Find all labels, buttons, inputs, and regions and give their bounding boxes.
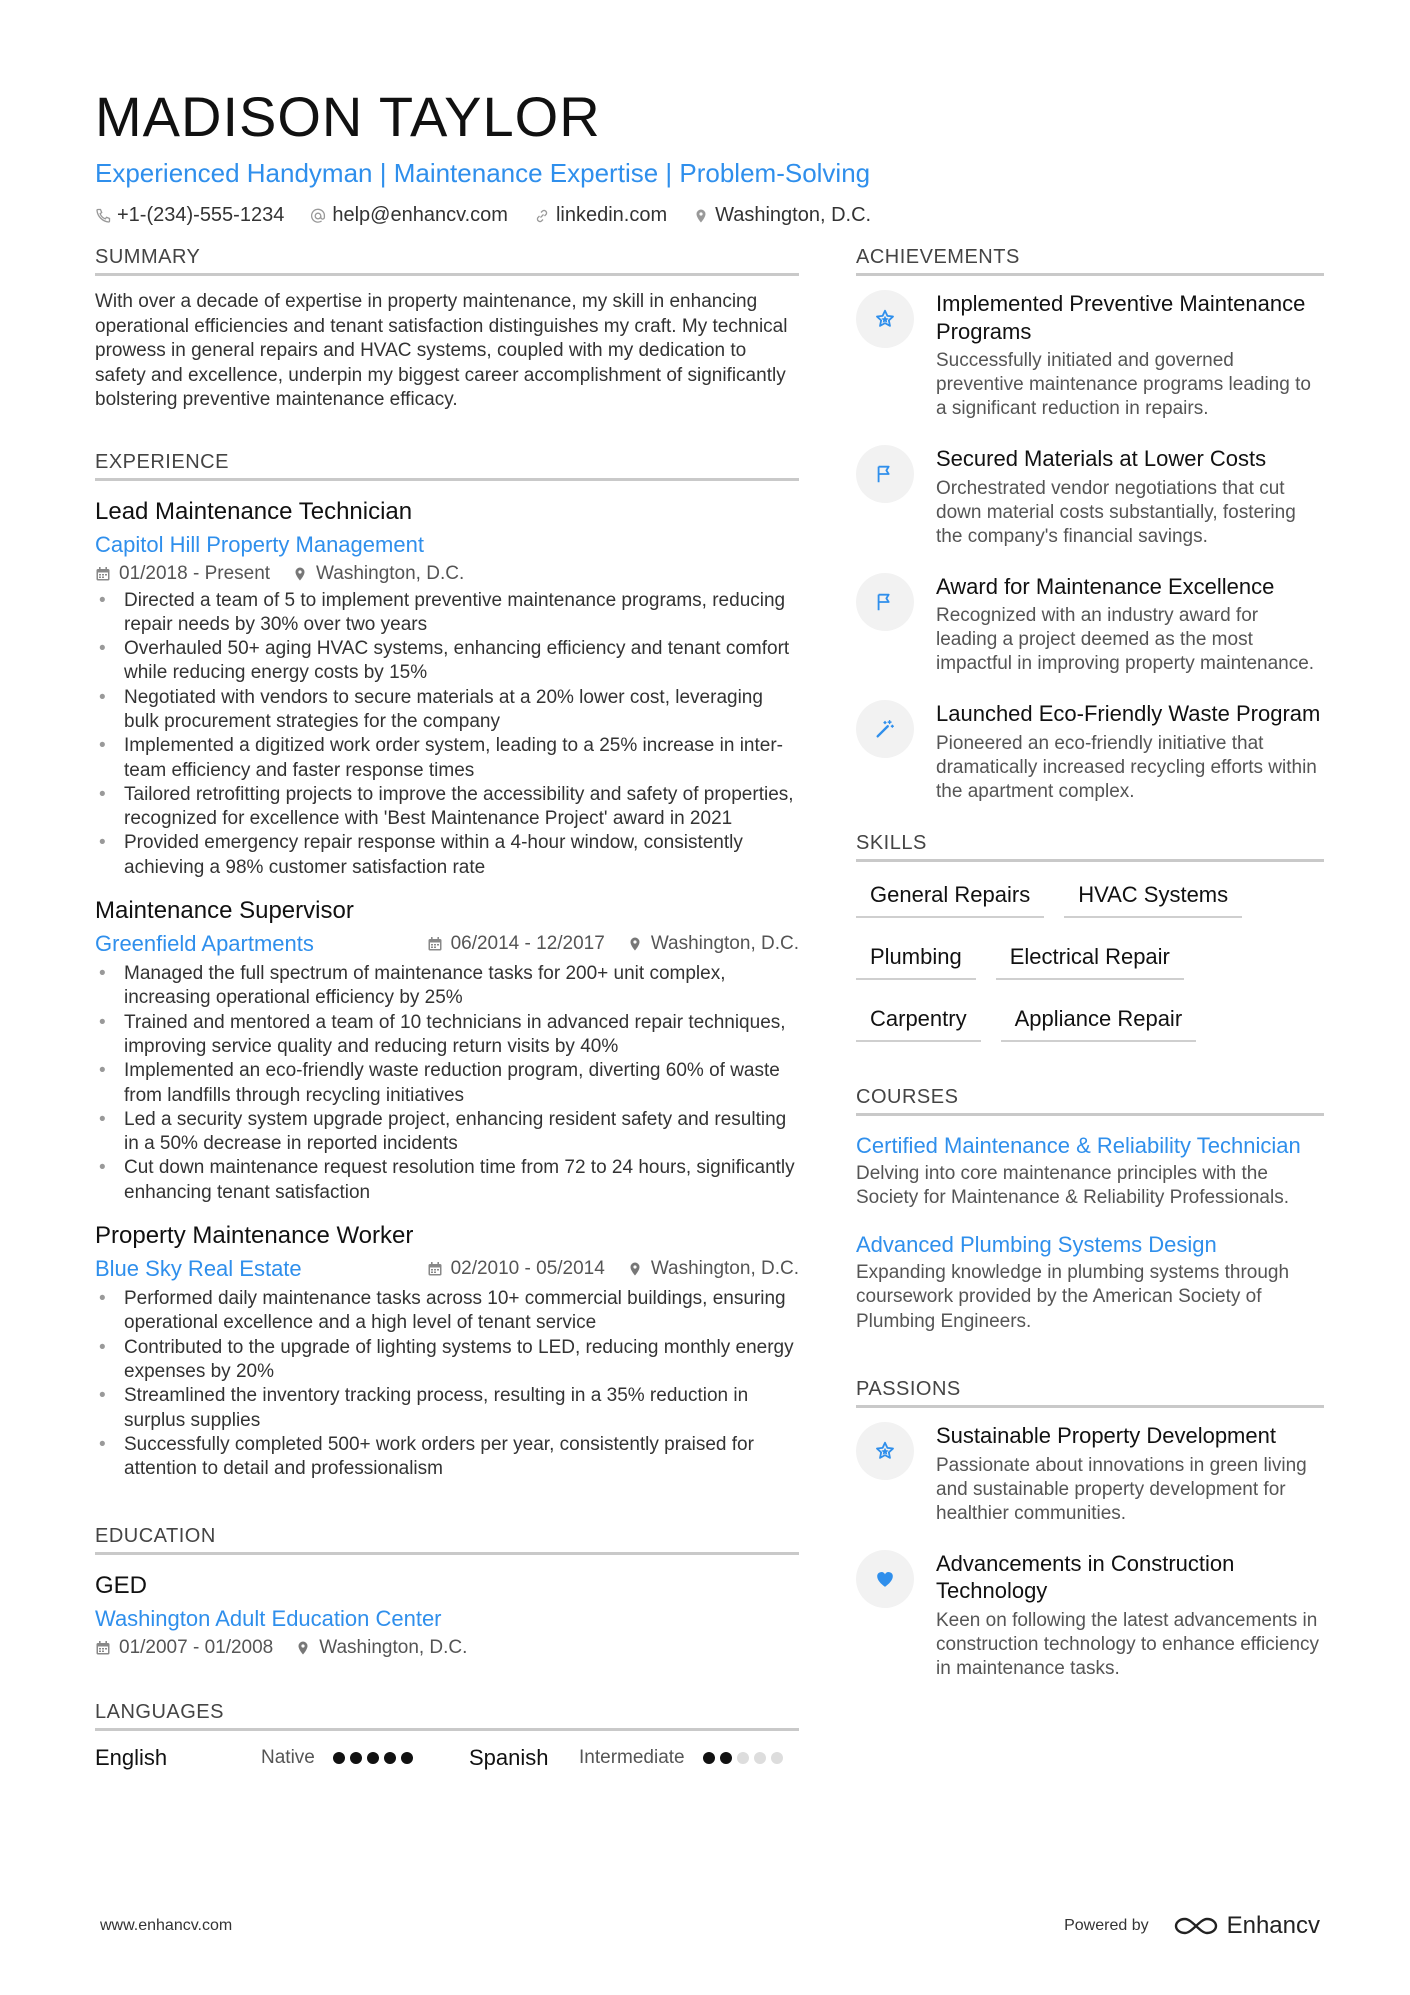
brand-name: Enhancv bbox=[1226, 1912, 1320, 1939]
job-dates bbox=[427, 1256, 605, 1282]
contact-email[interactable] bbox=[310, 204, 508, 227]
job-dates-text: 01/2018 - Present bbox=[119, 562, 271, 584]
courses-section bbox=[856, 1086, 1324, 1335]
footer-website-link[interactable]: www.enhancv.com bbox=[100, 1917, 233, 1934]
course-item bbox=[856, 1130, 1324, 1211]
link-icon bbox=[534, 208, 550, 224]
job-bullet: • Tailored retrofitting projects to improve the accessibility and safety of properties, recognized for excellence with 'Best Maintenance Project' award in 2021 bbox=[95, 783, 799, 832]
job-bullet: • Led a security system upgrade project, enhancing resident safety and resulting in a 50% decrease in reported incidents bbox=[95, 1108, 799, 1157]
course-title: Certified Maintenance & Reliability Technician bbox=[856, 1132, 1301, 1158]
job-bullet: • Cut down maintenance request resolution time from 72 to 24 hours, significantly enhancing tenant satisfaction bbox=[95, 1156, 799, 1205]
enhancv-logo[interactable] bbox=[1173, 1912, 1320, 1940]
achievement-item bbox=[856, 290, 1324, 421]
achievement-title: Implemented Preventive Maintenance Programs bbox=[936, 291, 1306, 344]
achievement-body bbox=[936, 445, 1324, 549]
achievement-desc: Pioneered an eco-friendly initiative that dramatically increased recycling efforts within the apartment complex. bbox=[936, 732, 1317, 802]
job-bullet: • Performed daily maintenance tasks across 10+ commercial buildings, ensuring operational excellence and a high level of tenant service bbox=[95, 1287, 799, 1336]
passion-title: Advancements in Construction Technology bbox=[936, 1550, 1235, 1603]
language-proficiency-dots bbox=[333, 1752, 413, 1764]
languages-section bbox=[95, 1701, 799, 1771]
calendar-icon bbox=[427, 1261, 443, 1277]
job-bullet: • Provided emergency repair response within a 4-hour window, consistently achieving a 98% customer satisfaction rate bbox=[95, 831, 799, 880]
achievement-item bbox=[856, 573, 1324, 677]
job-bullet: • Trained and mentored a team of 10 technicians in advanced repair techniques, improving service quality and reducing return visits by 40% bbox=[95, 1011, 799, 1060]
magic-wand-icon bbox=[874, 718, 896, 740]
summary-text: With over a decade of expertise in property maintenance, my skill in enhancing operational efficiencies and tenant satisfaction distinguishes my craft. My technical prowess in general repairs and HVAC systems, coupled with my dedication to safety and excellence, underpin my biggest career accomplishment of significantly bolstering preventive maintenance efficacy. bbox=[95, 291, 788, 410]
education-meta bbox=[95, 1635, 799, 1661]
proficiency-dot-filled bbox=[703, 1752, 715, 1764]
job-bullets bbox=[95, 589, 799, 881]
passion-desc: Keen on following the latest advancements in construction technology to enhance efficiency in maintenance tasks. bbox=[936, 1609, 1320, 1679]
job-bullet: • Contributed to the upgrade of lighting systems to LED, reducing monthly energy expenses by 20% bbox=[95, 1336, 799, 1385]
skill-tag: Plumbing bbox=[856, 938, 976, 980]
achievement-title: Launched Eco-Friendly Waste Program bbox=[936, 701, 1321, 726]
achievement-icon-badge bbox=[856, 445, 914, 503]
language-name: English bbox=[95, 1745, 168, 1771]
job-entry bbox=[95, 894, 799, 1205]
job-bullet: • Successfully completed 500+ work orders per year, consistently praised for attention to detail and professionalism bbox=[95, 1433, 799, 1482]
education-school: Washington Adult Education Center bbox=[95, 1606, 442, 1632]
linkedin-text: linkedin.com bbox=[555, 204, 668, 226]
achievement-icon-badge bbox=[856, 290, 914, 348]
job-bullet: • Overhauled 50+ aging HVAC systems, enhancing efficiency and tenant comfort while reducing energy costs by 15% bbox=[95, 637, 799, 686]
languages-row bbox=[95, 1745, 799, 1771]
proficiency-dot-empty bbox=[771, 1752, 783, 1764]
job-location bbox=[627, 1256, 799, 1282]
flag-icon bbox=[874, 463, 896, 485]
proficiency-dot-filled bbox=[367, 1752, 379, 1764]
skill-tag: Carpentry bbox=[856, 1000, 981, 1042]
job-dates-text: 02/2010 - 05/2014 bbox=[450, 1258, 605, 1280]
job-title: Maintenance Supervisor bbox=[95, 897, 354, 925]
job-location-text: Washington, D.C. bbox=[316, 562, 465, 584]
job-company: Capitol Hill Property Management bbox=[95, 531, 424, 557]
education-heading: EDUCATION bbox=[95, 1525, 799, 1555]
location-text: Washington, D.C. bbox=[715, 204, 872, 226]
location-pin-icon bbox=[693, 208, 709, 224]
skill-tag: General Repairs bbox=[856, 876, 1044, 918]
infinity-logo-icon bbox=[1173, 1915, 1219, 1937]
resume-header bbox=[95, 82, 1325, 227]
achievement-item bbox=[856, 700, 1324, 804]
languages-heading: LANGUAGES bbox=[95, 1701, 799, 1731]
course-item bbox=[856, 1229, 1324, 1335]
achievement-icon-badge bbox=[856, 573, 914, 631]
contact-phone[interactable] bbox=[95, 204, 284, 227]
left-column bbox=[95, 246, 799, 1797]
achievement-body bbox=[936, 700, 1324, 804]
passion-item bbox=[856, 1422, 1324, 1526]
passion-icon-badge bbox=[856, 1550, 914, 1608]
experience-section bbox=[95, 451, 799, 1482]
language-level: Native bbox=[261, 1747, 315, 1769]
proficiency-dot-empty bbox=[737, 1752, 749, 1764]
job-bullets bbox=[95, 962, 799, 1205]
job-company-row bbox=[95, 1253, 799, 1285]
location-pin-icon bbox=[627, 1261, 643, 1277]
job-bullet: • Implemented a digitized work order system, leading to a 25% increase in inter-team efficiency and faster response times bbox=[95, 734, 799, 783]
skills-heading: SKILLS bbox=[856, 832, 1324, 862]
passion-desc: Passionate about innovations in green living and sustainable property development for healthier communities. bbox=[936, 1454, 1307, 1524]
achievement-desc: Recognized with an industry award for leading a project deemed as the most impactful in improving property maintenance. bbox=[936, 605, 1315, 674]
education-dates-text: 01/2007 - 01/2008 bbox=[119, 1637, 274, 1659]
location-pin-icon bbox=[295, 1640, 311, 1656]
contact-linkedin[interactable] bbox=[534, 204, 667, 227]
skills-list bbox=[856, 876, 1324, 1042]
job-company: Blue Sky Real Estate bbox=[95, 1256, 302, 1282]
achievements-section bbox=[856, 246, 1324, 804]
calendar-icon bbox=[95, 1640, 111, 1656]
at-icon bbox=[310, 208, 326, 224]
skill-tag: Appliance Repair bbox=[1001, 1000, 1197, 1042]
course-desc: Expanding knowledge in plumbing systems through coursework provided by the American Society of Plumbing Engineers. bbox=[856, 1261, 1290, 1332]
star-icon bbox=[874, 1440, 896, 1462]
achievement-body bbox=[936, 573, 1324, 677]
passions-heading: PASSIONS bbox=[856, 1378, 1324, 1408]
phone-text: +1-(234)-555-1234 bbox=[117, 204, 285, 226]
job-title: Lead Maintenance Technician bbox=[95, 497, 413, 525]
location-pin-icon bbox=[292, 566, 308, 582]
job-entry bbox=[95, 495, 799, 881]
education-degree: GED bbox=[95, 1572, 148, 1600]
job-location bbox=[627, 931, 799, 957]
skill-tag: HVAC Systems bbox=[1064, 876, 1242, 918]
email-text: help@enhancv.com bbox=[332, 204, 508, 226]
job-bullet: • Negotiated with vendors to secure materials at a 20% lower cost, leveraging bulk procurement strategies for the company bbox=[95, 686, 799, 735]
passion-title: Sustainable Property Development bbox=[936, 1423, 1276, 1448]
right-column bbox=[856, 246, 1324, 1707]
courses-heading: COURSES bbox=[856, 1086, 1324, 1116]
contact-location bbox=[693, 204, 871, 227]
course-title: Advanced Plumbing Systems Design bbox=[856, 1231, 1217, 1257]
job-company-row bbox=[95, 928, 799, 960]
skill-tag: Electrical Repair bbox=[996, 938, 1184, 980]
education-section bbox=[95, 1525, 799, 1661]
language-level: Intermediate bbox=[579, 1747, 685, 1769]
achievements-heading: ACHIEVEMENTS bbox=[856, 246, 1324, 276]
passion-icon-badge bbox=[856, 1422, 914, 1480]
location-pin-icon bbox=[627, 936, 643, 952]
proficiency-dot-filled bbox=[720, 1752, 732, 1764]
star-icon bbox=[874, 308, 896, 330]
page-footer bbox=[100, 1912, 1320, 1940]
job-bullets bbox=[95, 1287, 799, 1481]
achievement-body bbox=[936, 290, 1324, 421]
language-item bbox=[469, 1745, 783, 1771]
achievement-title: Secured Materials at Lower Costs bbox=[936, 446, 1267, 471]
language-item bbox=[95, 1745, 469, 1771]
passion-item bbox=[856, 1550, 1324, 1681]
proficiency-dot-empty bbox=[754, 1752, 766, 1764]
course-desc: Delving into core maintenance principles with the Society for Maintenance & Reliability Professionals. bbox=[856, 1162, 1289, 1208]
job-dates bbox=[95, 561, 270, 587]
job-meta bbox=[427, 931, 799, 957]
job-bullet: • Streamlined the inventory tracking process, resulting in a 35% reduction in surplus supplies bbox=[95, 1384, 799, 1433]
job-dates bbox=[427, 931, 605, 957]
candidate-tagline: Experienced Handyman | Maintenance Expertise | Problem-Solving bbox=[95, 158, 871, 188]
skills-section bbox=[856, 832, 1324, 1042]
job-bullet: • Implemented an eco-friendly waste reduction program, diverting 60% of waste from landfills through recycling initiatives bbox=[95, 1059, 799, 1108]
passion-body bbox=[936, 1550, 1324, 1681]
phone-icon bbox=[95, 208, 111, 224]
calendar-icon bbox=[95, 566, 111, 582]
achievement-title: Award for Maintenance Excellence bbox=[936, 573, 1275, 599]
heart-icon bbox=[874, 1568, 896, 1590]
proficiency-dot-filled bbox=[333, 1752, 345, 1764]
proficiency-dot-filled bbox=[384, 1752, 396, 1764]
language-proficiency-dots bbox=[703, 1752, 783, 1764]
proficiency-dot-filled bbox=[401, 1752, 413, 1764]
summary-section bbox=[95, 246, 799, 413]
job-title: Property Maintenance Worker bbox=[95, 1222, 414, 1250]
powered-by-label: Powered by bbox=[1064, 1917, 1149, 1934]
achievement-icon-badge bbox=[856, 700, 914, 758]
job-location bbox=[292, 561, 464, 587]
job-company: Greenfield Apartments bbox=[95, 931, 314, 957]
contact-bar bbox=[95, 204, 1325, 227]
flag-icon bbox=[874, 591, 896, 613]
candidate-name: MADISON TAYLOR bbox=[95, 85, 601, 148]
job-bullet: • Managed the full spectrum of maintenance tasks for 200+ unit complex, increasing operational efficiency by 25% bbox=[95, 962, 799, 1011]
job-dates-text: 06/2014 - 12/2017 bbox=[450, 933, 605, 955]
powered-by bbox=[1064, 1912, 1320, 1940]
summary-heading: SUMMARY bbox=[95, 246, 799, 276]
achievement-desc: Successfully initiated and governed preventive maintenance programs leading to a significant reduction in repairs. bbox=[936, 350, 1311, 419]
passions-section bbox=[856, 1378, 1324, 1681]
job-location-text: Washington, D.C. bbox=[650, 933, 799, 955]
education-dates bbox=[95, 1635, 273, 1661]
job-location-text: Washington, D.C. bbox=[650, 1258, 799, 1280]
education-location bbox=[295, 1635, 467, 1661]
language-name: Spanish bbox=[469, 1745, 549, 1771]
calendar-icon bbox=[427, 936, 443, 952]
experience-heading: EXPERIENCE bbox=[95, 451, 799, 481]
job-meta bbox=[95, 561, 799, 587]
job-entry bbox=[95, 1219, 799, 1481]
education-location-text: Washington, D.C. bbox=[319, 1637, 468, 1659]
proficiency-dot-filled bbox=[350, 1752, 362, 1764]
achievement-item bbox=[856, 445, 1324, 549]
achievement-desc: Orchestrated vendor negotiations that cut down material costs substantially, fostering the company's financial savings. bbox=[936, 477, 1296, 547]
job-bullet: • Directed a team of 5 to implement preventive maintenance programs, reducing repair needs by 30% over two years bbox=[95, 589, 799, 638]
passion-body bbox=[936, 1422, 1324, 1526]
job-meta bbox=[427, 1256, 799, 1282]
